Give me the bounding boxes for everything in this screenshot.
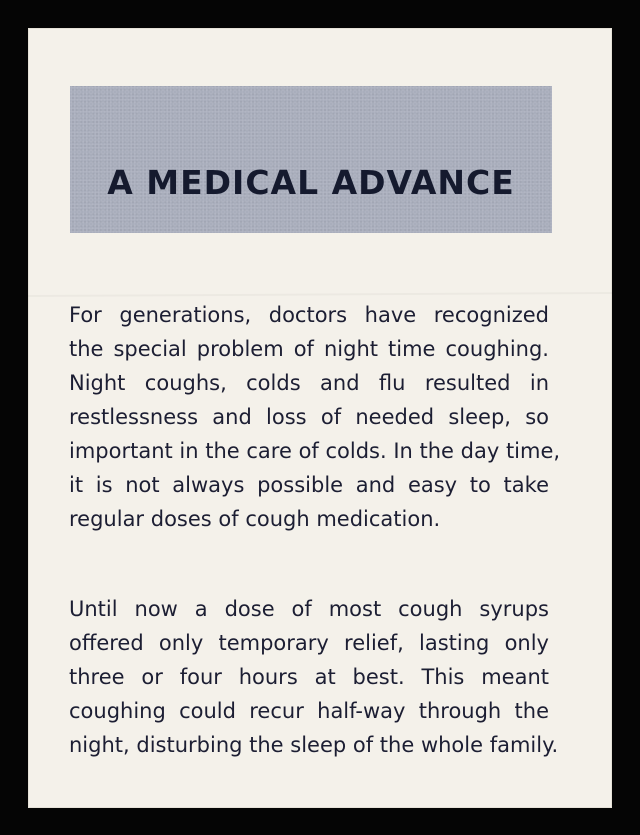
paragraph-line: three or four hours at best. This meant bbox=[69, 665, 549, 689]
document-page bbox=[28, 28, 612, 808]
paragraph-line: it is not always possible and easy to take bbox=[69, 473, 549, 497]
paragraph-line: Night coughs, colds and flu resulted in bbox=[69, 371, 549, 395]
paragraph-line: coughing could recur half-way through the bbox=[69, 699, 549, 723]
paragraph-line: night, disturbing the sleep of the whole family. bbox=[69, 733, 559, 757]
title-band bbox=[70, 86, 552, 233]
paragraph-line: restlessness and loss of needed sleep, so bbox=[69, 405, 549, 429]
paragraph-2 bbox=[69, 592, 559, 762]
paragraph-line: Until now a dose of most cough syrups bbox=[69, 597, 549, 621]
paragraph-line: offered only temporary relief, lasting only bbox=[69, 631, 549, 655]
paragraph-line: important in the care of colds. In the day time, bbox=[69, 439, 561, 463]
paragraph-line: regular doses of cough medication. bbox=[69, 507, 441, 531]
paragraph-line: the special problem of night time coughing. bbox=[69, 337, 549, 361]
document-title: A MEDICAL ADVANCE bbox=[107, 163, 515, 202]
paragraph-1 bbox=[69, 298, 561, 536]
paragraph-line: For generations, doctors have recognized bbox=[69, 303, 549, 327]
